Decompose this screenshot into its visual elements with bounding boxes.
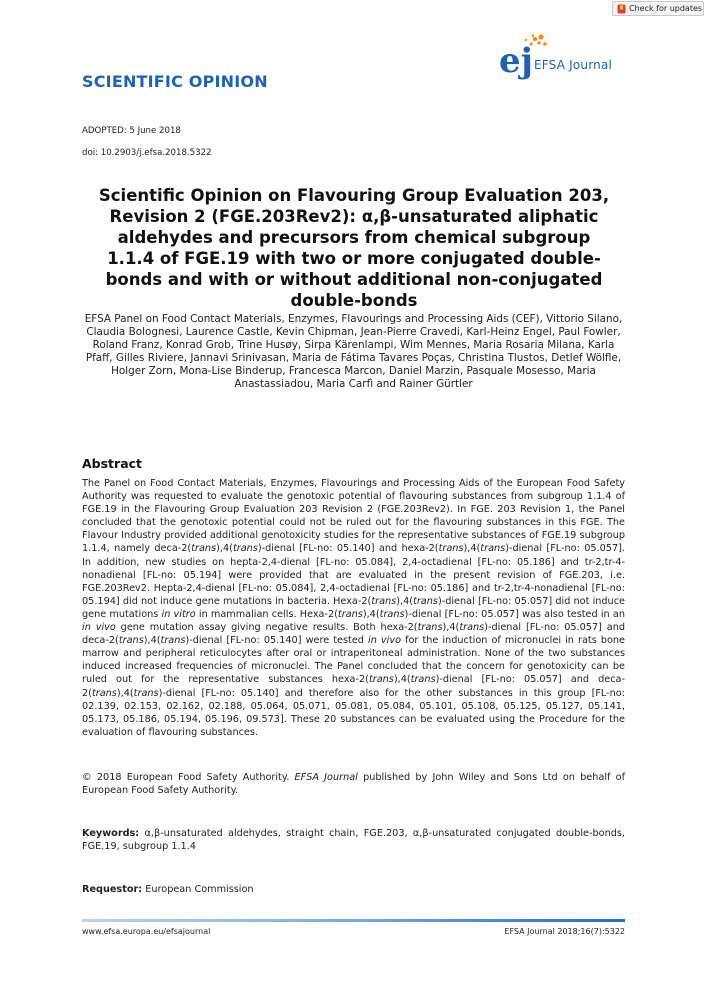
- logo-text: EFSA Journal: [534, 58, 613, 72]
- logo-mark: ej: [499, 41, 533, 81]
- abstract-text: trans: [379, 608, 405, 620]
- check-for-updates-button[interactable]: [612, 1, 704, 16]
- abstract-text: )-dienal [FL-no: 05.140] were tested: [185, 635, 369, 647]
- abstract-text: The Panel on Food Contact Materials, Enzymes, Flavourings and Processing Aids of the European Food Safety Authority was requested to evaluate the genotoxic potential of flavouring substances from subgroup 1.1.4 of FGE.19 in the Flavouring Group Evaluation 203 Revision 2 (FGE.203Rev2). In FGE. 203 Revision 1, the Panel concluded that the genotoxic potential could not be ruled out for the flavouring substances in this FGE. The Flavour Industry provided additional genotoxicity studies for the representative substances of FGE.19 subgroup 1.1.4, namely deca-2(: [82, 478, 625, 555]
- abstract-text: )-dienal [FL-no: 05.057] and deca-2(: [82, 674, 625, 699]
- abstract-text: )-dienal [FL-no: 05.140] and therefore also for the other substances in this group [FL-no: 02.139, 02.153, 02.162, 02.188, 05.064, 05.071, 05.081, 05.084, 05.101, 05.108, 05.125, 05.127, 05.141, 05.173, 05.186, 05.194, 05.196, 09.573]. These 20 substances can be evaluated using the Procedure for the evaluation of flavouring substances.: [82, 687, 625, 738]
- abstract-text: trans: [438, 543, 464, 555]
- efsa-journal-logo: [497, 34, 627, 82]
- abstract-heading: Abstract: [82, 456, 143, 471]
- keywords: [82, 827, 625, 853]
- copyright-text: © 2018 European Food Safety Authority.: [82, 772, 295, 783]
- abstract-text: in mammalian cells. Hexa-2(: [195, 608, 338, 620]
- requestor-label: Requestor:: [82, 884, 143, 895]
- abstract-text: trans: [118, 635, 144, 647]
- copyright-notice: [82, 771, 625, 797]
- section-label: SCIENTIFIC OPINION: [82, 72, 268, 91]
- abstract-text: ),4(: [442, 622, 460, 634]
- abstract-text: trans: [368, 674, 394, 686]
- abstract-text: in vitro: [161, 608, 196, 620]
- abstract-text: trans: [133, 687, 159, 699]
- abstract-text: ),4(: [463, 543, 481, 555]
- abstract-text: )-dienal [FL-no: 05.057]. In addition, new studies on hepta-2,4-dienal [FL-no: 05.084], 2,4-octadienal [FL-no: 05.186] and tr-2,tr-4-nonadienal [FL-no: 05.194] were provided that are evaluated in the present revision of FGE.203, i.e. FGE.203Rev2. Hepta-2,4-dienal [FL-no: 05.084], 2,4-octadienal [FL-no: 05.186] and tr-2,tr-4-nonadienal [FL-no: 05.194] did not induce gene mutations in bacteria. Hexa-2(: [82, 543, 625, 607]
- abstract-body: [82, 477, 625, 739]
- abstract-text: trans: [371, 595, 397, 607]
- copyright-text: EFSA Journal: [294, 772, 358, 783]
- abstract-text: trans: [91, 687, 117, 699]
- abstract-text: trans: [480, 543, 506, 555]
- requestor: [82, 884, 254, 895]
- abstract-text: trans: [337, 608, 363, 620]
- doi[interactable]: doi: 10.2903/j.efsa.2018.5322: [82, 148, 212, 158]
- abstract-text: ),4(: [116, 687, 134, 699]
- bookmark-refresh-icon: [617, 4, 626, 14]
- abstract-text: trans: [232, 543, 258, 555]
- footer-divider: [82, 919, 625, 922]
- requestor-text: European Commission: [145, 884, 254, 895]
- adopted-date: ADOPTED: 5 June 2018: [82, 126, 181, 136]
- abstract-text: in vivo: [368, 635, 402, 647]
- check-for-updates-label: Check for updates: [629, 4, 703, 13]
- abstract-text: gene mutation assay giving negative results. Both hexa-2(: [115, 622, 418, 634]
- keywords-label: Keywords:: [82, 828, 140, 839]
- abstract-text: trans: [410, 674, 436, 686]
- author-list: EFSA Panel on Food Contact Materials, Enzymes, Flavourings and Processing Aids (CEF), Vittorio Silano, Claudia Bolognesi, Laurence Castle, Kevin Chipman, Jean-Pierre Cravedi, Karl-Heinz Engel, Paul Fowler, Roland Franz, Konrad Grob, Trine Husøy, Sirpa Kärenlampi, Wim Mennes, Maria Rosaria Milana, Karla Pfaff, Gilles Riviere, Jannavi Srinivasan, Maria de Fátima Tavares Poças, Christina Tlustos, Detlef Wölfle, Holger Zorn, Mona-Lise Binderup, Francesca Marcon, Daniel Marzin, Pasquale Mosesso, Maria Anastassiadou, Maria Carfì and Rainer Gürtler: [84, 313, 623, 390]
- abstract-text: trans: [459, 622, 485, 634]
- copyright-text: published by John Wiley and Sons Ltd on behalf of European Food Safety Authority.: [82, 772, 625, 797]
- abstract-text: for the induction of micronuclei in rats bone marrow and peripheral reticulocytes after oral or intraperitoneal administration. None of the two substances induced increased frequencies of micronuclei. The Panel concluded that the concern for genotoxicity can be ruled out for the representative substances hexa-2(: [82, 635, 625, 686]
- abstract-text: trans: [191, 543, 217, 555]
- abstract-text: in vivo: [82, 622, 116, 634]
- abstract-text: ),4(: [396, 595, 414, 607]
- abstract-text: )-dienal [FL-no: 05.140] and hexa-2(: [257, 543, 439, 555]
- abstract-text: ),4(: [393, 674, 411, 686]
- footer-citation: EFSA Journal 2018;16(7):5322: [504, 927, 625, 936]
- abstract-text: ),4(: [362, 608, 380, 620]
- abstract-text: trans: [417, 622, 443, 634]
- abstract-text: )-dienal [FL-no: 05.057] did not induce gene mutations: [82, 595, 625, 620]
- abstract-text: trans: [160, 635, 186, 647]
- abstract-text: )-dienal [FL-no: 05.057] and deca-2(: [82, 622, 625, 647]
- keywords-text: α,β-unsaturated aldehydes, straight chain, FGE.203, α,β-unsaturated conjugated double-bonds, FGE.19, subgroup 1.1.4: [82, 828, 625, 853]
- article-title: Scientific Opinion on Flavouring Group Evaluation 203, Revision 2 (FGE.203Rev2): α,β-unsaturated aliphatic aldehydes and precursors from chemical subgroup 1.1.4 of FGE.19 with two or more conjugated double-bonds and with or without additional non-conjugated double-bonds: [98, 186, 610, 310]
- abstract-text: )-dienal [FL-no: 05.057] was also tested in an: [404, 608, 625, 620]
- abstract-text: trans: [413, 595, 438, 607]
- abstract-text: ),4(: [143, 635, 161, 647]
- abstract-text: ),4(: [216, 543, 233, 555]
- footer-url[interactable]: www.efsa.europa.eu/efsajournal: [82, 927, 211, 936]
